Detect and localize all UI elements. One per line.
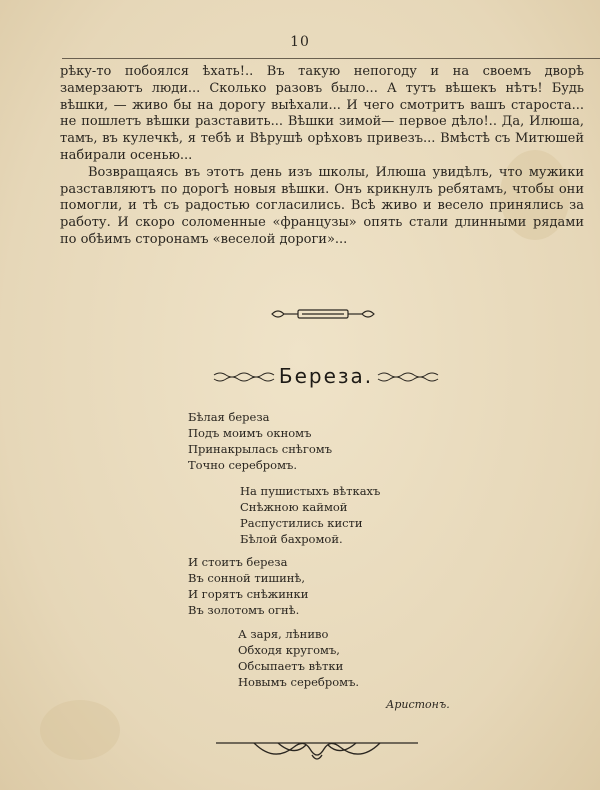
poem-line: Снѣжною каймой bbox=[240, 500, 348, 514]
poem-line: Въ сонной тишинѣ, bbox=[188, 571, 305, 585]
poem-line: А заря, лѣниво bbox=[238, 627, 329, 641]
poem-title-row bbox=[200, 364, 440, 394]
poem-author: Аристонъ. bbox=[386, 698, 450, 711]
title-flourish-right bbox=[376, 371, 440, 383]
tailpiece-ornament bbox=[214, 733, 420, 767]
paper-stain bbox=[40, 700, 120, 760]
header-rule bbox=[62, 58, 600, 59]
poem-line: И горятъ снѣжинки bbox=[188, 587, 309, 601]
poem-title: Береза. bbox=[278, 364, 374, 388]
poem-stanza bbox=[238, 626, 359, 690]
poem-line: Подъ моимъ окномъ bbox=[188, 426, 312, 440]
title-flourish-left bbox=[212, 371, 276, 383]
poem-line: Обходя кругомъ, bbox=[238, 643, 340, 657]
poem-line: И стоитъ береза bbox=[188, 555, 288, 569]
prose-text bbox=[60, 64, 584, 249]
poem-line: Распустились кисти bbox=[240, 516, 363, 530]
poem-stanza bbox=[240, 483, 380, 547]
poem-line: Новымъ серебромъ. bbox=[238, 675, 360, 689]
poem-line: Въ золотомъ огнѣ. bbox=[188, 603, 300, 617]
poem-line: Бѣлой бахромой. bbox=[240, 532, 343, 546]
prose-paragraph: рѣку-то побоялся ѣхать!.. Въ такую непогоду и на своемъ дворѣ замерзаютъ люди... Сколько разовъ было... А тутъ вѣшекъ нѣтъ! Будь вѣшки, — живо бы на дорогу выѣхали... И чего смотритъ вашъ староста... не пошлетъ вѣшки разставить... Вѣшки зимой— первое дѣло!.. Да, Илюша, тамъ, въ кулечкѣ, я тебѣ и Вѣрушѣ орѣховъ привезъ... Вмѣстѣ съ Митюшей набирали осенью... bbox=[60, 64, 584, 163]
poem-stanza bbox=[188, 554, 308, 618]
poem-line: Обсыпаетъ вѣтки bbox=[238, 659, 344, 673]
poem-stanza bbox=[188, 409, 332, 473]
poem-line: Бѣлая береза bbox=[188, 410, 270, 424]
page-number: 10 bbox=[290, 34, 310, 50]
prose-paragraph: Возвращаясь въ этотъ день изъ школы, Илюша увидѣлъ, что мужики разставляютъ по дорогѣ новыя вѣшки. Онъ крикнулъ ребятамъ, чтобы они помогли, и тѣ съ радостью согласились. Всѣ живо и весело принялись за работу. И скоро соломенные «французы» опять стали длинными рядами по обѣимъ сторонамъ «веселой дороги»... bbox=[60, 164, 584, 247]
poem-line: Точно серебромъ. bbox=[188, 458, 297, 472]
poem-line: На пушистыхъ вѣткахъ bbox=[240, 484, 381, 498]
poem-line: Принакрылась снѣгомъ bbox=[188, 442, 333, 456]
divider-ornament bbox=[270, 306, 376, 322]
